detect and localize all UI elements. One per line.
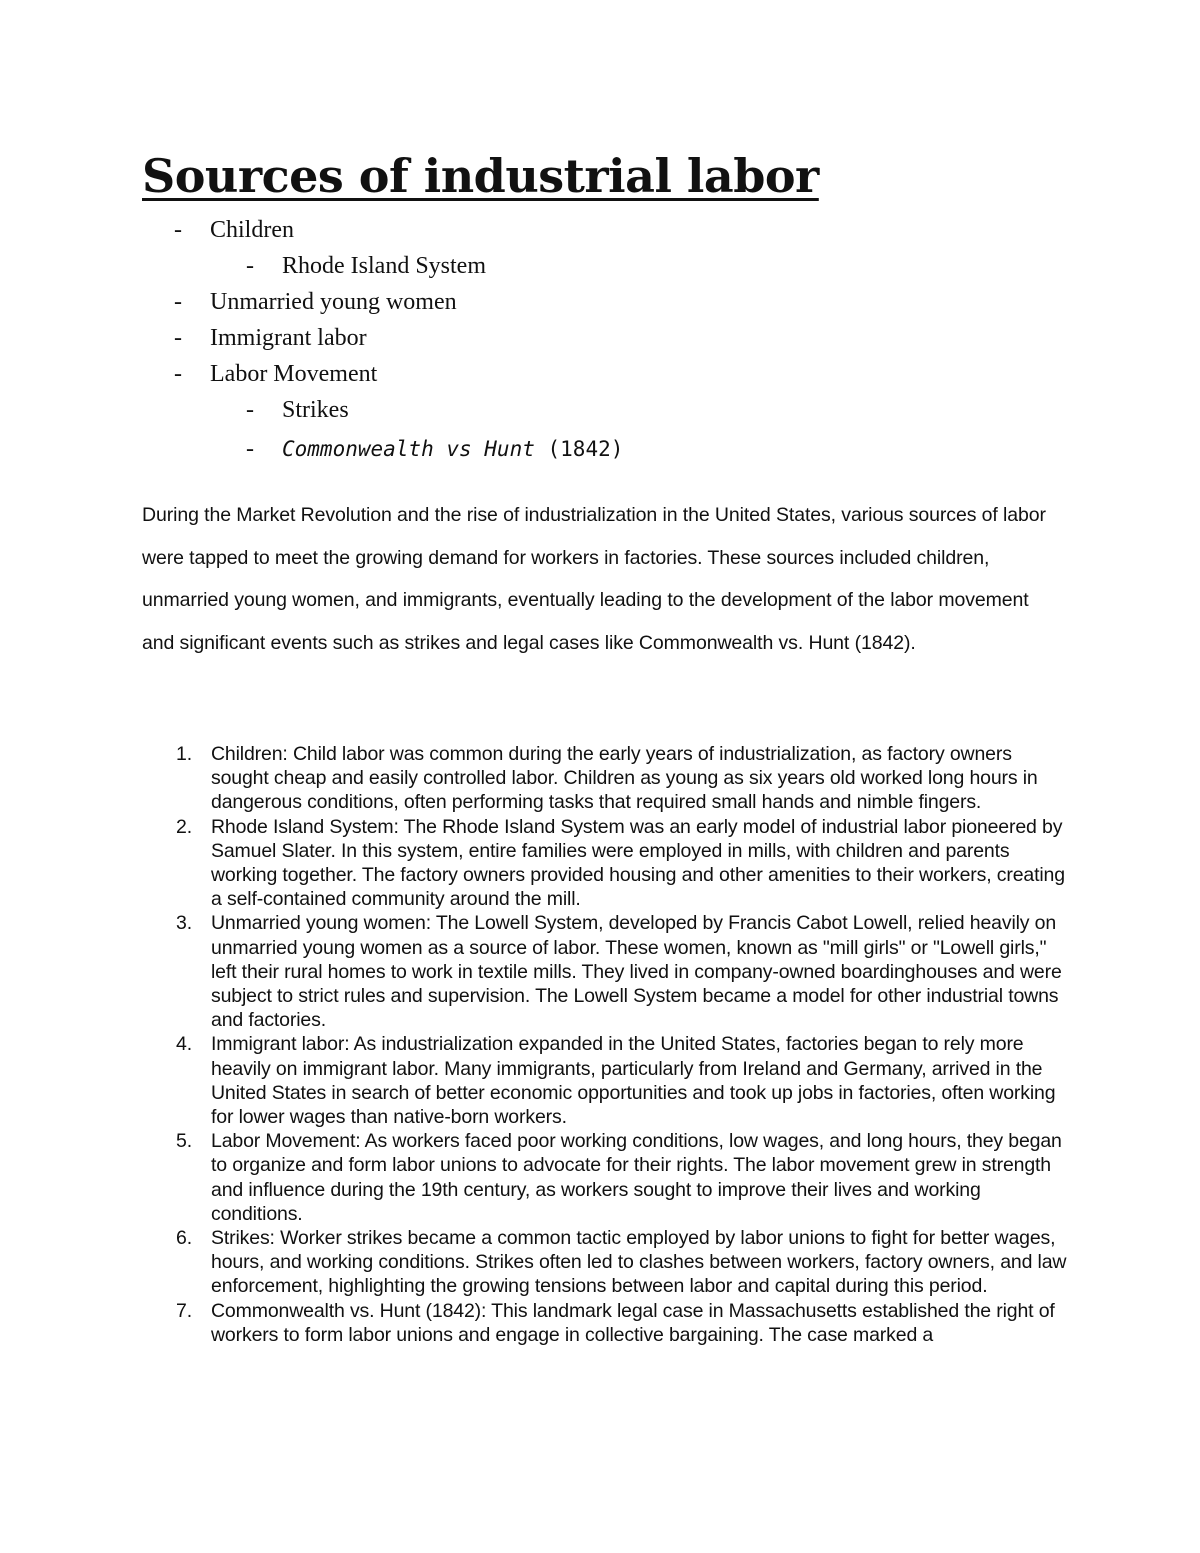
outline-item-text: Labor Movement — [210, 361, 378, 387]
list-item — [142, 911, 1072, 1032]
list-item-text: Children: Child labor was common during the early years of industrialization, as factory owners sought cheap and easily controlled labor. Children as young as six years old worked long hours in dangerous conditions, often performing tasks that required small hands and nimble fingers. — [211, 743, 1038, 814]
page-title: Sources of industrial labor — [142, 149, 819, 203]
numbered-list — [142, 742, 1072, 1347]
outline-dash: - — [174, 361, 182, 387]
list-item-text: Commonwealth vs. Hunt (1842): This landmark legal case in Massachusetts established the right of workers to form labor unions and engage in collective bargaining. The case marked a — [211, 1299, 1055, 1346]
outline-item — [0, 212, 1200, 248]
list-item — [142, 1129, 1072, 1226]
outline-item — [0, 320, 1200, 356]
list-item-text: Labor Movement: As workers faced poor working conditions, low wages, and long hours, they began to organize and form labor unions to advocate for their rights. The labor movement grew in strength and influence during the 19th century, as workers sought to improve their lives and working conditions. — [211, 1130, 1062, 1225]
list-number: 3. — [176, 912, 192, 935]
intro-paragraph: During the Market Revolution and the rise of industrialization in the United States, various sources of labor were tapped to meet the growing demand for workers in factories. These sources included children, unmarried young women, and immigrants, eventually leading to the development of the labor movement and significant events such as strikes and legal cases like Commonwealth vs. Hunt (1842). — [142, 504, 1046, 654]
outline-dash: - — [174, 217, 182, 243]
list-number: 1. — [176, 743, 192, 765]
list-number: 4. — [176, 1033, 192, 1056]
outline-subitem-text: Strikes — [282, 397, 349, 423]
list-item-text: Unmarried young women: The Lowell System, developed by Francis Cabot Lowell, relied heavily on unmarried young women as a source of labor. These women, known as "mill girls" or "Lowell girls," left their rural homes to work in textile mills. They lived in company-owned boardinghouses and were subject to strict rules and supervision. The Lowell System became a model for other industrial towns and factories. — [211, 912, 1062, 1032]
case-name: Commonwealth vs Hunt — [282, 437, 535, 461]
outline-dash: - — [246, 253, 254, 279]
outline-case-reference — [282, 428, 623, 470]
list-number: 5. — [176, 1130, 192, 1153]
case-year: (1842) — [534, 437, 624, 461]
list-item — [142, 742, 1072, 815]
list-item-text: Rhode Island System: The Rhode Island System was an early model of industrial labor pioneered by Samuel Slater. In this system, entire families were employed in mills, with children and parents working together. The factory owners provided housing and other amenities to their workers, creating a self-contained community around the mill. — [211, 815, 1065, 911]
outline-dash: - — [174, 289, 182, 315]
outline-subitem — [0, 392, 1200, 428]
topic-outline — [0, 212, 1200, 470]
outline-item — [0, 356, 1200, 392]
outline-dash: - — [246, 397, 254, 423]
outline-item-text: Children — [210, 217, 294, 243]
outline-item-text: Unmarried young women — [210, 289, 457, 315]
outline-subitem — [0, 248, 1200, 284]
list-item-text: Strikes: Worker strikes became a common tactic employed by labor unions to fight for better wages, hours, and working conditions. Strikes often led to clashes between workers, factory owners, and law enforcement, highlighting the growing tensions between labor and capital during this period. — [211, 1227, 1067, 1298]
outline-subitem-text: Rhode Island System — [282, 253, 486, 279]
list-number: 2. — [176, 815, 192, 838]
outline-subitem — [0, 428, 1200, 470]
outline-dash: - — [174, 325, 182, 351]
list-number: 7. — [176, 1299, 192, 1322]
list-item — [142, 1032, 1072, 1129]
outline-item — [0, 284, 1200, 320]
list-number: 6. — [176, 1227, 192, 1250]
list-item-text: Immigrant labor: As industrialization expanded in the United States, factories began to rely more heavily on immigrant labor. Many immigrants, particularly from Ireland and Germany, arrived in the United States in search of better economic opportunities and took up jobs in factories, often working for lower wages than native-born workers. — [211, 1033, 1056, 1129]
list-item — [142, 815, 1072, 912]
outline-item-text: Immigrant labor — [210, 325, 367, 351]
list-item — [142, 1299, 1072, 1347]
list-item — [142, 1226, 1072, 1299]
outline-dash: - — [246, 436, 254, 462]
